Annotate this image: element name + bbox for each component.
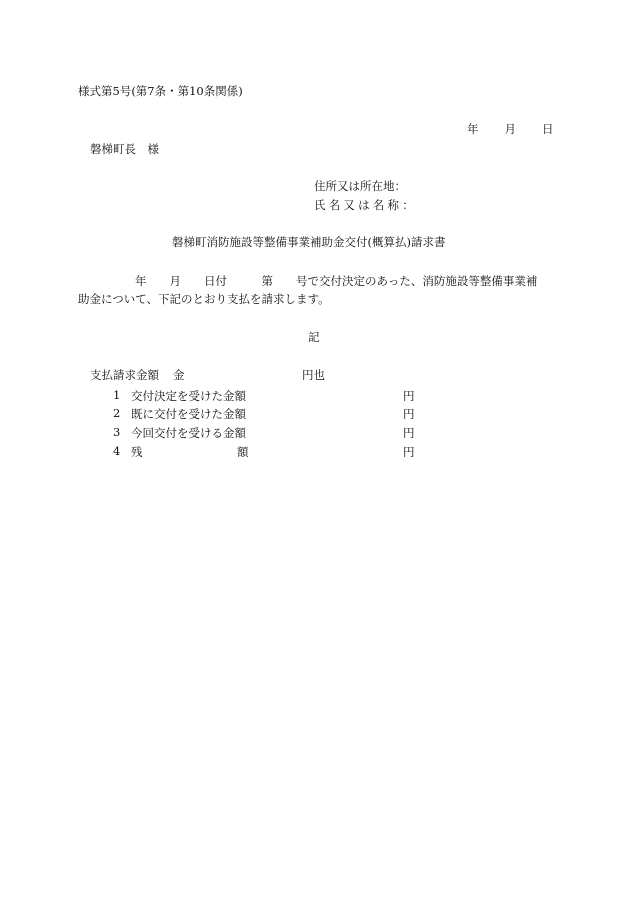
item-unit: 円 (403, 426, 415, 440)
item-label: 交付決定を受けた金額 (131, 389, 246, 403)
date-day: 日 (542, 122, 554, 136)
item-row (0, 425, 630, 439)
document-title: 磐梯町消防施設等整備事業補助金交付(概算払)請求書 (172, 235, 446, 249)
item-number: 3 (113, 425, 121, 439)
address-label: 住所又は所在地： (314, 179, 406, 193)
item-label-remaining-a: 残 (131, 445, 143, 459)
item-row (0, 406, 630, 420)
item-number: 4 (113, 444, 121, 458)
ki-heading: 記 (308, 330, 320, 344)
item-unit: 円 (403, 445, 415, 459)
body-line-1: 年 月 日付 第 号で交付決定のあった、消防施設等整備事業補 (135, 274, 538, 288)
date-year: 年 (467, 122, 479, 136)
date-month: 月 (504, 122, 516, 136)
item-row (0, 444, 630, 458)
payment-kin: 金 (173, 368, 185, 382)
item-label-remaining-b: 額 (237, 445, 249, 459)
item-number: 2 (113, 406, 121, 420)
form-number: 様式第5号(第7条・第10条関係) (78, 84, 243, 98)
item-label: 今回交付を受ける金額 (131, 426, 246, 440)
payment-amount-label: 支払請求金額 (90, 368, 159, 382)
addressee: 磐梯町長 様 (90, 142, 159, 156)
body-line-2: 助金について、下記のとおり支払を請求します。 (78, 292, 330, 306)
date-line (467, 124, 554, 136)
item-unit: 円 (403, 389, 415, 403)
name-label: 氏名又は名称： (314, 198, 417, 212)
item-number: 1 (113, 388, 121, 402)
item-row (0, 388, 630, 402)
item-label: 既に交付を受けた金額 (131, 407, 246, 421)
payment-unit: 円也 (302, 368, 325, 382)
item-unit: 円 (403, 407, 415, 421)
